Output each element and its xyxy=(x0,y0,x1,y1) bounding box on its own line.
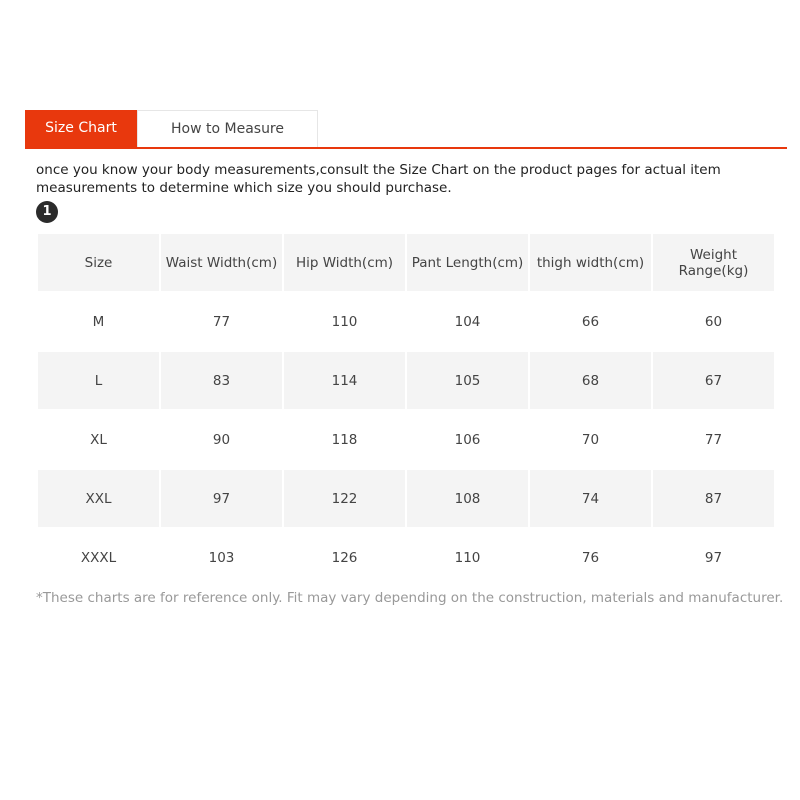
header-weight-range: Weight Range(kg) xyxy=(653,234,774,291)
table-cell: 122 xyxy=(284,470,405,527)
table-row xyxy=(38,352,774,409)
table-cell: 74 xyxy=(530,470,651,527)
table-cell: 77 xyxy=(212,313,231,330)
header-waist-width: Waist Width(cm) xyxy=(161,234,282,291)
table-cell: 87 xyxy=(653,470,774,527)
table-header-row xyxy=(38,234,774,291)
table-cell: 76 xyxy=(581,549,600,566)
table-cell: 97 xyxy=(161,470,282,527)
table-cell: 106 xyxy=(454,431,481,448)
size-table xyxy=(36,232,776,588)
tab-how-to-measure[interactable]: How to Measure xyxy=(137,110,318,147)
table-cell: 68 xyxy=(530,352,651,409)
table-cell: 118 xyxy=(331,431,358,448)
table-cell: 126 xyxy=(331,549,358,566)
table-cell: 110 xyxy=(454,549,481,566)
table-cell: 114 xyxy=(284,352,405,409)
tab-size-chart[interactable]: Size Chart xyxy=(25,110,137,147)
table-cell: XL xyxy=(90,431,107,448)
table-row xyxy=(38,411,774,468)
table-cell: 110 xyxy=(331,313,358,330)
table-cell: 77 xyxy=(704,431,723,448)
table-row xyxy=(38,293,774,350)
intro-text: once you know your body measurements,consult the Size Chart on the product pages for actual item measurements to determine which size you should purchase. xyxy=(36,162,721,196)
tab-underline xyxy=(25,147,787,149)
header-size: Size xyxy=(38,234,159,291)
table-row xyxy=(38,529,774,586)
table-cell: 70 xyxy=(581,431,600,448)
table-cell: 103 xyxy=(208,549,235,566)
table-cell: 105 xyxy=(407,352,528,409)
table-cell: 108 xyxy=(407,470,528,527)
table-cell: XXL xyxy=(38,470,159,527)
note-number-badge: 1 xyxy=(36,201,58,223)
header-pant-length: Pant Length(cm) xyxy=(407,234,528,291)
table-cell: 104 xyxy=(454,313,481,330)
table-cell: 66 xyxy=(581,313,600,330)
header-thigh-width: thigh width(cm) xyxy=(530,234,651,291)
table-cell: 97 xyxy=(704,549,723,566)
table-cell: 90 xyxy=(212,431,231,448)
header-hip-width: Hip Width(cm) xyxy=(284,234,405,291)
table-cell: 83 xyxy=(161,352,282,409)
tab-bar xyxy=(25,110,787,148)
table-cell: 60 xyxy=(704,313,723,330)
table-cell: XXXL xyxy=(80,549,117,566)
table-cell: M xyxy=(92,313,105,330)
table-cell: 67 xyxy=(653,352,774,409)
table-row xyxy=(38,470,774,527)
footnote: *These charts are for reference only. Fit may vary depending on the construction, materials and manufacturer. xyxy=(36,590,784,606)
table-cell: L xyxy=(38,352,159,409)
